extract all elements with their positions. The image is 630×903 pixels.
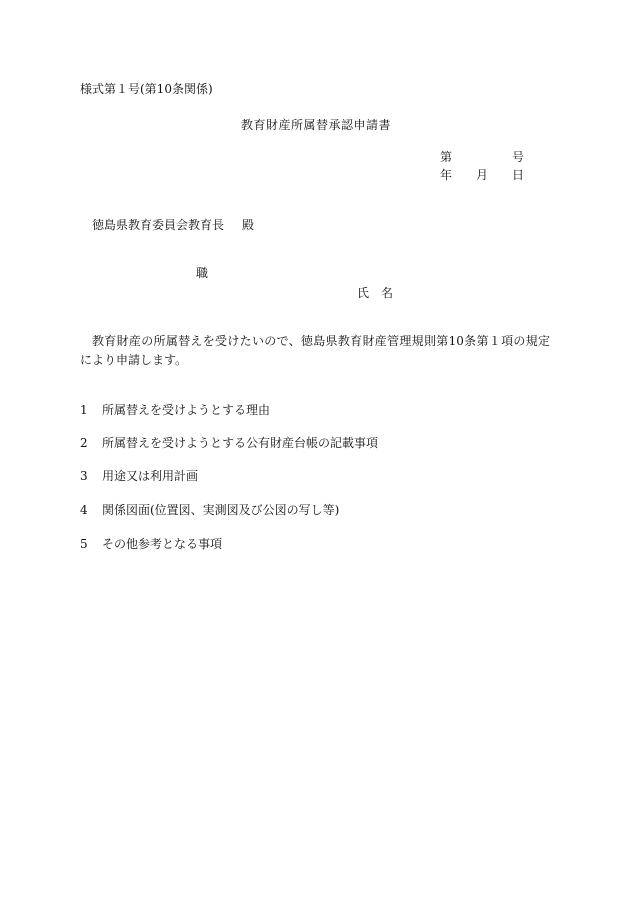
list-item-text: 所属替えを受けようとする公有財産台帳の記載事項 [102, 436, 379, 450]
applicant-name-label: 氏名 [357, 286, 406, 300]
list-item [80, 403, 270, 417]
addressee-name: 徳島県教育委員会教育長 [92, 218, 225, 232]
addressee-honorific: 殿 [242, 218, 255, 232]
document-number-suffix: 号 [512, 150, 525, 164]
list-item-number: 4 [80, 503, 88, 517]
document-title: 教育財産所属替承認申請書 [241, 118, 392, 132]
applicant-job-label: 職 [196, 266, 209, 280]
list-item [80, 469, 198, 483]
request-body-text: 教育財産の所属替えを受けたいので、徳島県教育財産管理規則第10条第１項の規定により申請します。 [80, 334, 550, 367]
list-item-number: 2 [80, 436, 88, 450]
form-number: 様式第１号(第10条関係) [80, 82, 213, 96]
list-item-number: 1 [80, 403, 88, 417]
list-item-number: 3 [80, 469, 88, 483]
list-item [80, 503, 339, 517]
list-item-text: 用途又は利用計画 [102, 469, 199, 483]
list-item-number: 5 [80, 537, 88, 551]
list-item [80, 436, 378, 450]
list-item-text: 所属替えを受けようとする理由 [102, 403, 271, 417]
list-item-text: 関係図面(位置図、実測図及び公図の写し等) [102, 503, 340, 517]
list-item [80, 537, 222, 551]
list-item-text: その他参考となる事項 [102, 537, 223, 551]
document-number-label: 第 [440, 150, 453, 164]
date-day-label: 日 [512, 168, 525, 182]
date-year-label: 年 [440, 168, 453, 182]
date-month-label: 月 [476, 168, 489, 182]
